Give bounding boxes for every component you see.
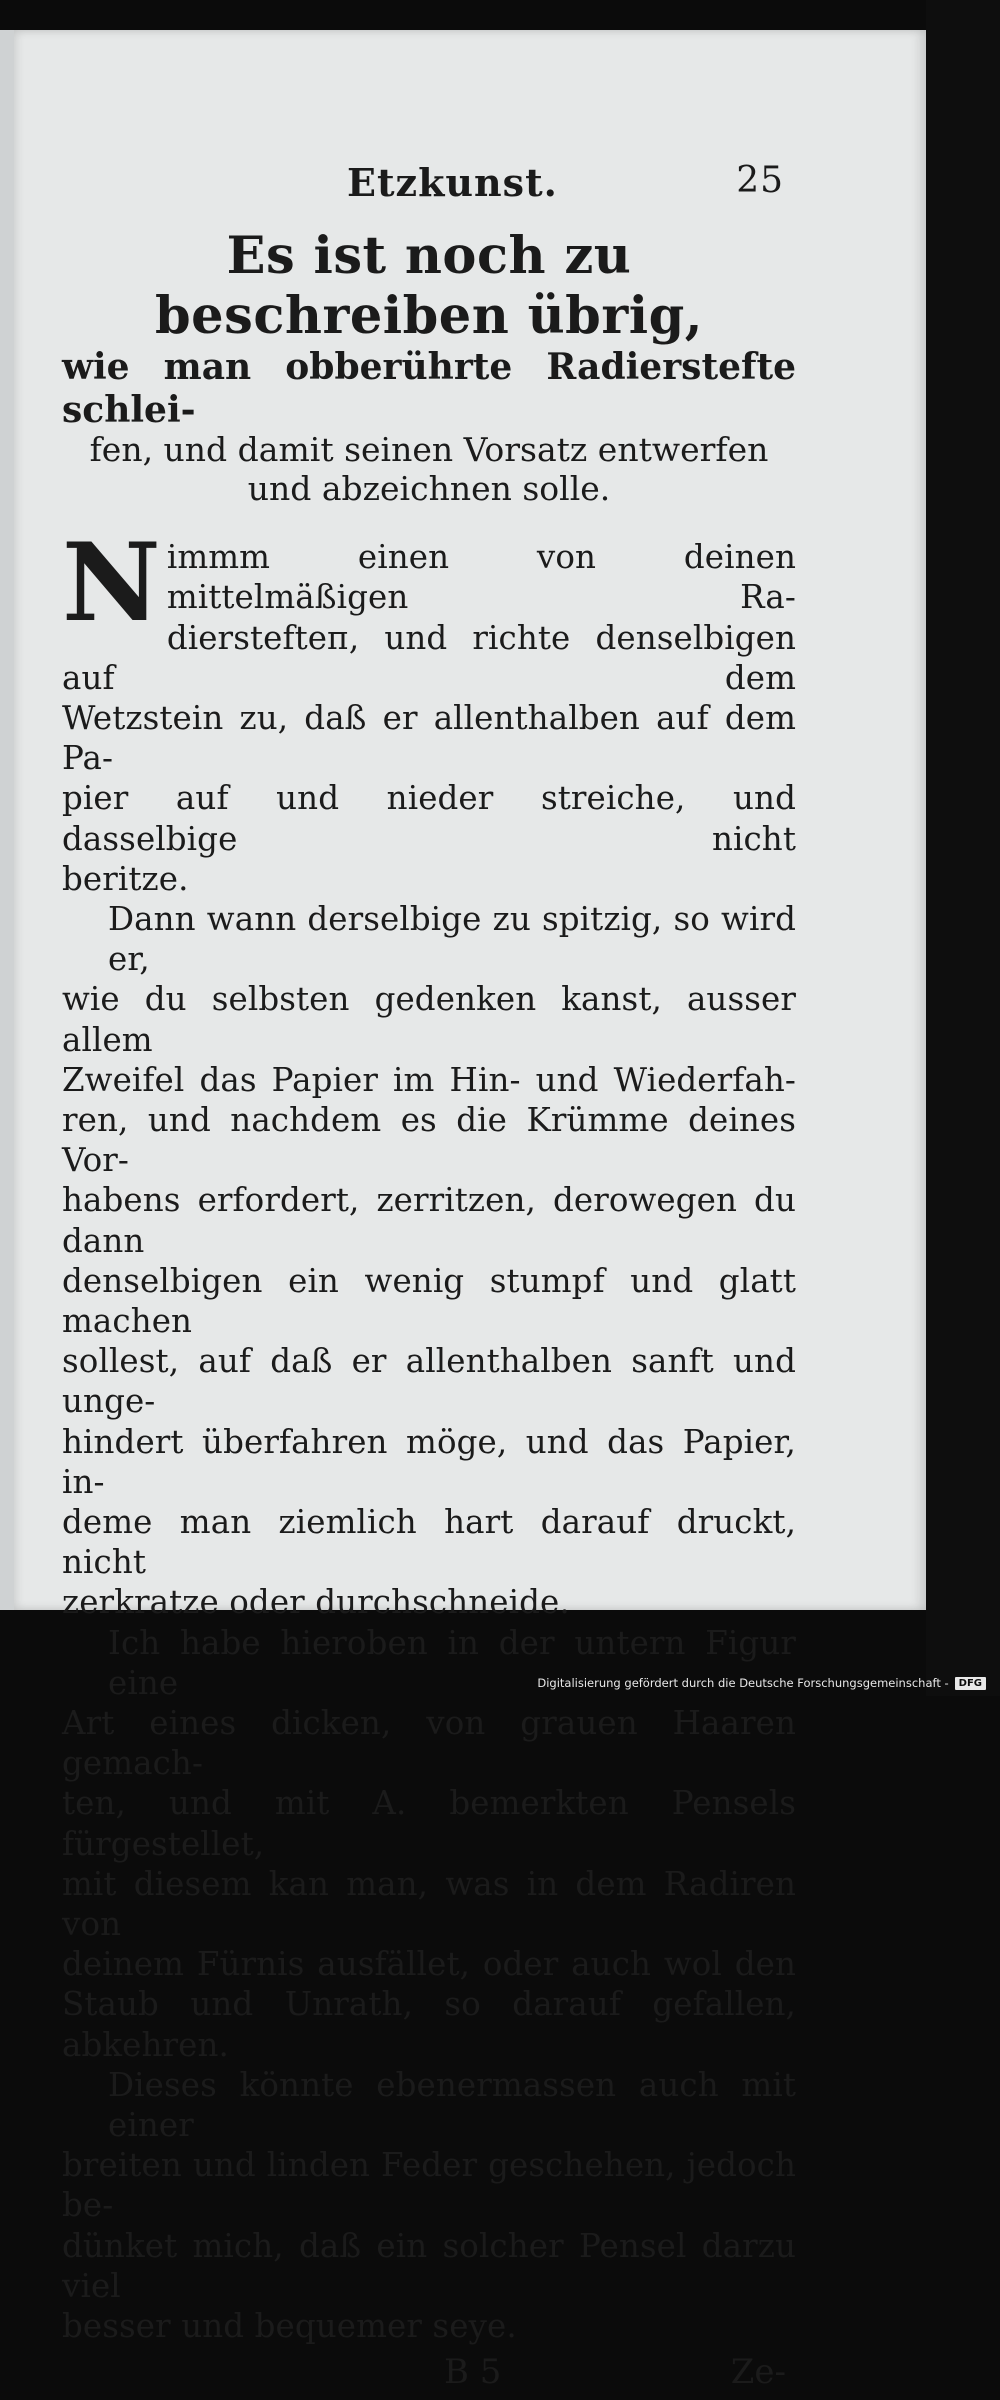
- text-line: wie du selbsten gedenken kanst, ausser allem: [62, 980, 796, 1059]
- scan-background: [926, 0, 1000, 1696]
- text-line: breiten und linden Feder geschehen, jedoch be-: [62, 2146, 796, 2225]
- text-line: dierstefteп, und richte denselbigen auf dem: [62, 618, 796, 697]
- digitization-credit: [537, 1676, 986, 1690]
- heading-line: fen, und damit seinen Vorsatz entwerfen: [89, 430, 769, 470]
- text-line: sollest, auf daß er allenthalben sanft und unge-: [62, 1342, 796, 1421]
- text-line: dünket mich, daß ein solcher Pensel darzu viel: [62, 2226, 796, 2305]
- signature-mark: B 5: [444, 2352, 502, 2393]
- paragraph: [62, 899, 796, 1623]
- page-number: 25: [736, 160, 784, 201]
- text-line: ren, und nachdem es die Krümme deines Vor-: [62, 1101, 796, 1180]
- text-line: Ich habe hieroben in der untern Figur eine: [108, 1623, 796, 1702]
- text-line: Dieses könnte ebenermassen auch mit einer: [108, 2065, 796, 2145]
- dfg-logo-icon: DFG: [955, 1677, 986, 1690]
- heading-line: Es ist noch zu beschreiben übrig,: [155, 226, 703, 347]
- text-line: Dann wann derselbige zu spitzig, so wird er,: [108, 899, 796, 979]
- chapter-heading: [62, 226, 796, 509]
- text-block: [62, 160, 796, 2400]
- text-line: deinem Fürnis ausfället, oder auch wol den: [62, 1945, 796, 1984]
- running-head: [62, 160, 796, 220]
- paragraph: [62, 520, 796, 899]
- text-line: besser und bequemer seye.: [62, 2307, 517, 2346]
- text-line: hindert überfahren möge, und das Papier, in-: [62, 1422, 796, 1501]
- text-line: denselbigen ein wenig stumpf und glatt machen: [62, 1261, 796, 1341]
- text-line: habens erfordert, zerritzen, derowegen du dann: [62, 1181, 796, 1260]
- running-title: Etzkunst.: [347, 160, 558, 205]
- text-line: Wetzstein zu, daß er allenthalben auf dem Pa-: [62, 698, 796, 778]
- text-line: ten, und mit A. bemerkten Pensels fürgestellet,: [62, 1784, 796, 1863]
- text-line: zerkratze oder durchschneide.: [62, 1583, 570, 1622]
- body-text: [62, 520, 796, 2346]
- heading-line: und abzeichnen solle.: [247, 469, 611, 509]
- text-line: Zweifel das Papier im Hin- und Wiederfah-: [62, 1060, 796, 1099]
- heading-line: wie man obberührte Radierstefte schlei-: [62, 346, 796, 431]
- text-line: pier auf und nieder streiche, und dasselbige nicht: [62, 779, 796, 858]
- text-line: immm einen von deinen mittelmäßigen Ra-: [166, 538, 796, 617]
- text-line: beritze.: [62, 859, 189, 898]
- text-line: mit diesem kan man, was in dem Radiren von: [62, 1864, 796, 1944]
- credit-text: Digitalisierung gefördert durch die Deutsche Forschungsgemeinschaft -: [537, 1676, 949, 1690]
- text-line: Staub und Unrath, so darauf gefallen, abkehren.: [62, 1985, 796, 2064]
- text-line: Art eines dicken, von grauen Haaren gemach-: [62, 1704, 796, 1783]
- drop-cap: N: [62, 520, 161, 647]
- catchword: Ze-: [730, 2352, 786, 2393]
- text-line: deme man ziemlich hart darauf druckt, nicht: [62, 1503, 796, 1582]
- paragraph: [62, 2065, 796, 2346]
- page-foot: [62, 2352, 796, 2400]
